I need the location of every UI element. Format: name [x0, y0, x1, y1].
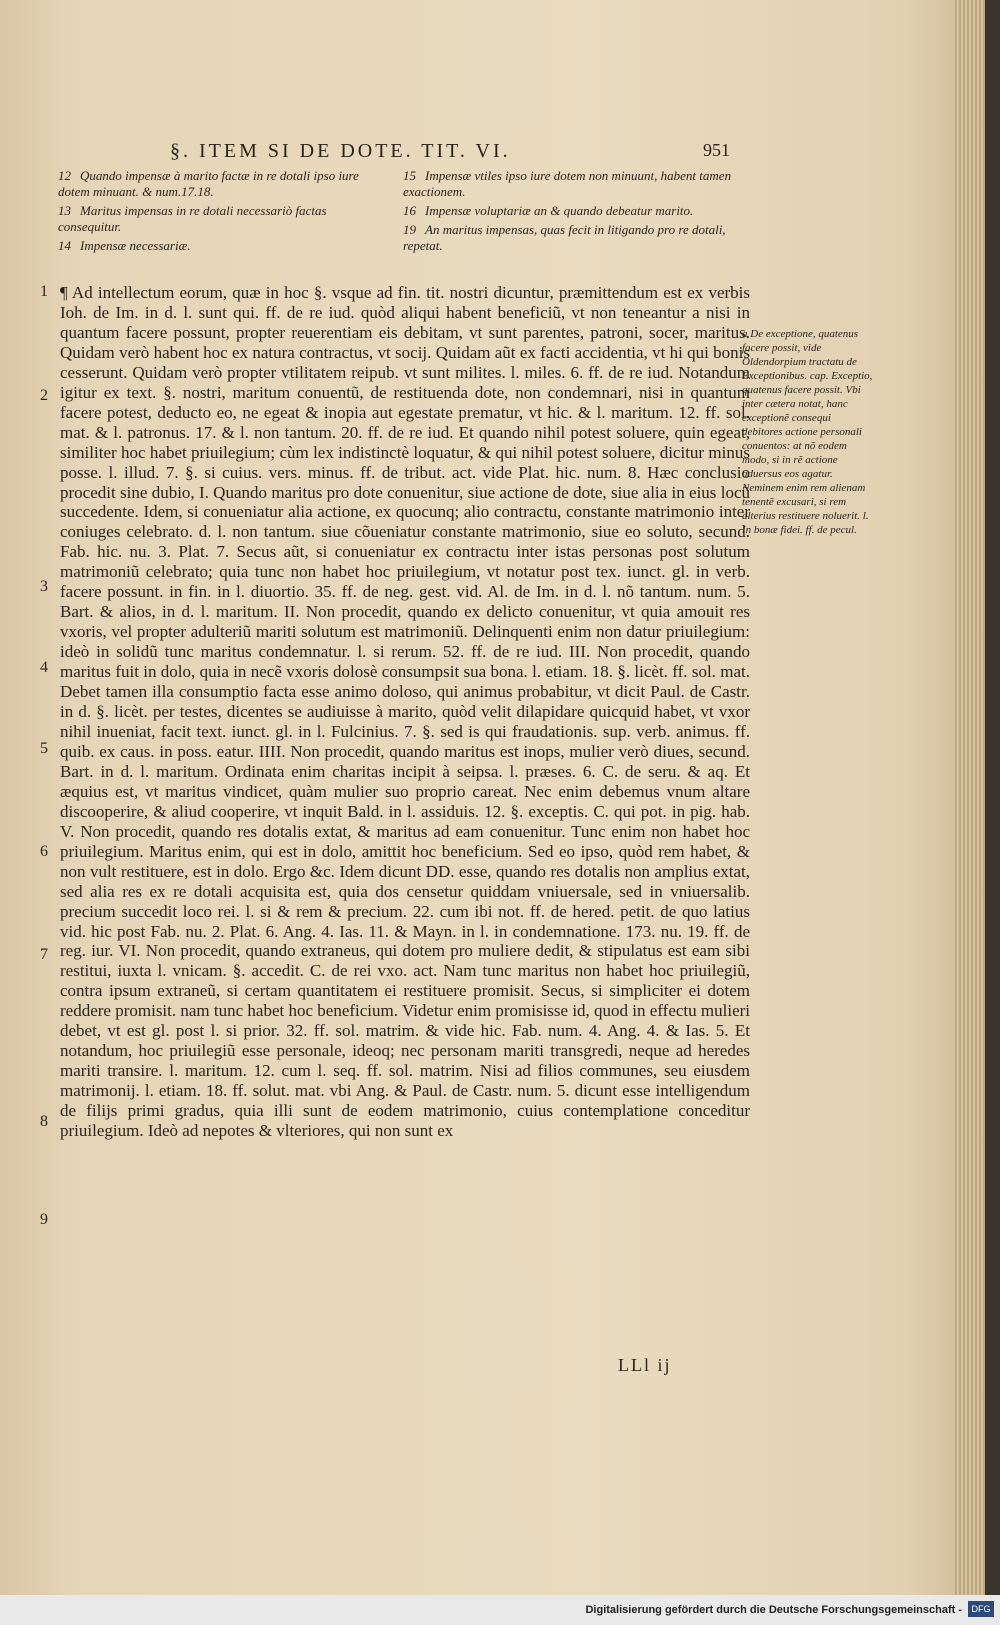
margin-number: 7	[40, 946, 48, 963]
index-entry: 14 Impensæ necessariæ.	[58, 238, 191, 253]
margin-number: 6	[40, 843, 48, 860]
margin-number: 8	[40, 1113, 48, 1130]
digitization-footer	[0, 1595, 1000, 1625]
index-entry: 12 Quando impensæ à marito factæ in re dotali ipso iure dotem minuant. & num.17.18.	[58, 168, 359, 199]
dfg-logo: DFG	[968, 1601, 994, 1617]
header-title: §. ITEM SI DE DOTE. TIT. VI.	[170, 140, 511, 162]
index-column-left	[58, 168, 388, 257]
index-entry: 13 Maritus impensas in re dotali necessariò factas consequitur.	[58, 203, 327, 234]
margin-number: 4	[40, 659, 48, 676]
page-edge	[955, 0, 985, 1595]
index-entry: 16 Impensæ voluptariæ an & quando debeatur marito.	[403, 203, 694, 218]
body-paragraph: ¶ Ad intellectum eorum, quæ in hoc §. vsque ad fin. tit. nostri dicuntur, præmittendum est ex verbis Ioh. de Im. in d. l. sunt qui. ff. de re iud. quòd aliqui habent beneficiũ, vt non teneantur a nisi in quantum facere possunt, propter reuerentiam eis debitam, vt sunt parentes, patroni, socer, maritus. Quidam verò habent hoc ex natura contractus, vt socij. Quidam aũt ex facti accidentia, vt hi qui bonis cesserunt. Quidam verò propter vtilitatem reipub. vt sunt milites. l. miles. 6. ff. de re iud. Notandum igitur ex text. §. nostri, maritum conuentũ, de restituenda dote, non condemnari, nisi in quantum facere potest, deducto eo, ne egeat & inopia aut egestate prematur, vt hic. & l. maritum. 12. ff. sol. mat. & l. patronus. 17. & l. non tantum. 20. ff. de re iud. Et quando nihil potest soluere, quin egeat, similiter hoc habet priuilegium; cùm lex indistinctè loquatur, & qui nihil potest soluere, dicitur minus posse. l. illud. 7. §. si cuius. vers. minus. ff. de tribut. act. vide Plat. hic. num. 8. Hæc conclusio procedit sine dubio, I. Quando maritus pro dote conuenitur, siue actione de dote, siue alia in eius locũ succedente. Idem, si conueniatur alia actione, ex quocunq; alio contractu, constante matrimonio inter coniuges celebrato. d. l. non tantum. siue cõueniatur constante matrimonio, siue eo soluto, secund. Fab. hic. nu. 3. Plat. 7. Secus aũt, si conueniatur ex contractu inter istas personas post solutum matrimoniũ celebrato; quia tunc non habet hoc priuilegium, vt notatur post tex. iunct. gl. in verb. facere possunt. in fin. in l. diuortio. 35. ff. de neg. gest. vid. Al. de Im. in d. l. nõ tantum. num. 5. Bart. & alios, in d. l. maritum. II. Non procedit, quando ex delicto conuenitur, vt quia amouit res vxoris, vel propter adulteriũ mariti solutum est matrimoniũ. Delinquenti enim non datur priuilegium: ideò in solidũ tunc maritus condemnatur. l. si rerum. 52. ff. de re iud. III. Non procedit, quando maritus fuit in dolo, quia in necẽ vxoris dolosè consumpsit sua bona. l. etiam. 18. §. licèt. ff. sol. mat. Debet tamen illa consumptio facta esse animo doloso, qui animus probabitur, vt dicit Paul. de Castr. in d. §. licèt. per testes, dicentes se audiuisse à marito, quòd velit dilapidare quicquid habet, vt vxor nihil inueniat, facit text. iunct. gl. in l. Fulcinius. 7. §. sed is qui fraudationis. sup. verb. animus. ff. quib. ex caus. in poss. eatur. IIII. Non procedit, quando maritus est inops, mulier verò diues, secund. Bart. in d. l. maritum. Ordinata enim charitas incipit à seipsa. l. præses. 6. C. de seru. & aq. Et æquius est, vt maritus vindicet, quàm mulier suo proprio careat. Nec enim debemus vnum altare discooperire, & aliud cooperire, vt inquit Bald. in l. assiduis. 12. §. exceptis. C. qui pot. in pig. hab. V. Non procedit, quando res dotalis extat, & maritus ad eam conuenitur. Tunc enim non habet hoc priuilegium. Maritus enim, qui est in dolo, amittit hoc beneficium. Sed eo ipso, quòd rem habet, & non vult restituere, est in dolo. Ergo &c. Idem dicunt DD. esse, quando res dotalis non amplius extat, sed alia res ex re dotali acquisita est, quia dos censetur quiddam vniuersale, sed in vniuersalib. precium succedit loco rei. l. si & rem & precium. 22. cum ibi not. ff. de hered. petit. de quo latius vid. hic post Fab. nu. 2. Plat. 6. Ang. 4. Ias. 11. & Mayn. in l. in condemnatione. 173. nu. 19. ff. de reg. iur. VI. Non procedit, quando extraneus, qui dotem pro muliere dedit, & stipulatus est eam sibi restitui, iuxta l. vnicam. §. accedit. C. de rei vxo. act. Nam tunc maritus non habet hoc priuilegiũ, contra ipsum extraneũ, si certam quantitatem ei restituere promisit. Secus, si simpliciter ei dotem reddere promisit. nam tunc habet hoc beneficium. Videtur enim promisisse id, quod in effectu mulieri debet, vt est gl. post l. si prior. 32. ff. sol. matrim. & vide hic. Fab. num. 4. Ang. 4. & Ias. 5. Et notandum, hoc priuilegiũ esse personale, ideoq; nec personam mariti transgredi, neque ad heredes mariti transire. l. maritum. 12. cum l. seq. ff. sol. matrim. Nisi ad filios communes, seu eiusdem matrimonij. l. etiam. 18. ff. solut. mat. vbi Ang. & Paul. de Castr. num. 5. dicunt esse intelligendum de filijs primi gradus, quia illi sunt de eodem matrimonio, cuius contemplatione conceditur priuilegium. Ideò ad nepotes & vlteriores, qui non sunt ex	[60, 283, 750, 1141]
main-text	[60, 283, 750, 1141]
footer-credit: Digitalisierung gefördert durch die Deutsche Forschungsgemeinschaft -	[585, 1604, 962, 1616]
margin-number: 9	[40, 1211, 48, 1228]
running-header	[170, 140, 730, 163]
margin-number: 5	[40, 740, 48, 757]
margin-number: 3	[40, 578, 48, 595]
margin-number: 2	[40, 387, 48, 404]
index-column-right	[403, 168, 733, 257]
page-number: 951	[703, 140, 730, 160]
signature-mark: LLl ij	[618, 1355, 672, 1375]
marginal-note: a De exceptione, quatenus facere possit, vide Oldendorpium tractatu de Exceptionibus. cap. Exceptio, quatenus facere possit. Vbi inter cætera notat, hanc exceptionẽ consequi debitores actione personali conuentos: at nõ eodem modo, si in rẽ actione aduersus eos agatur. Neminem enim rem alienam tenentẽ excusari, si rem alterius restituere noluerit. l. In bonæ fidei. ff. de pecul.	[742, 328, 873, 536]
index-entry: 19 An maritus impensas, quas fecit in litigando pro re dotali, repetat.	[403, 222, 726, 253]
index-entry: 15 Impensæ vtiles ipso iure dotem non minuunt, habent tamen exactionem.	[403, 168, 732, 199]
margin-number: 1	[40, 283, 48, 300]
